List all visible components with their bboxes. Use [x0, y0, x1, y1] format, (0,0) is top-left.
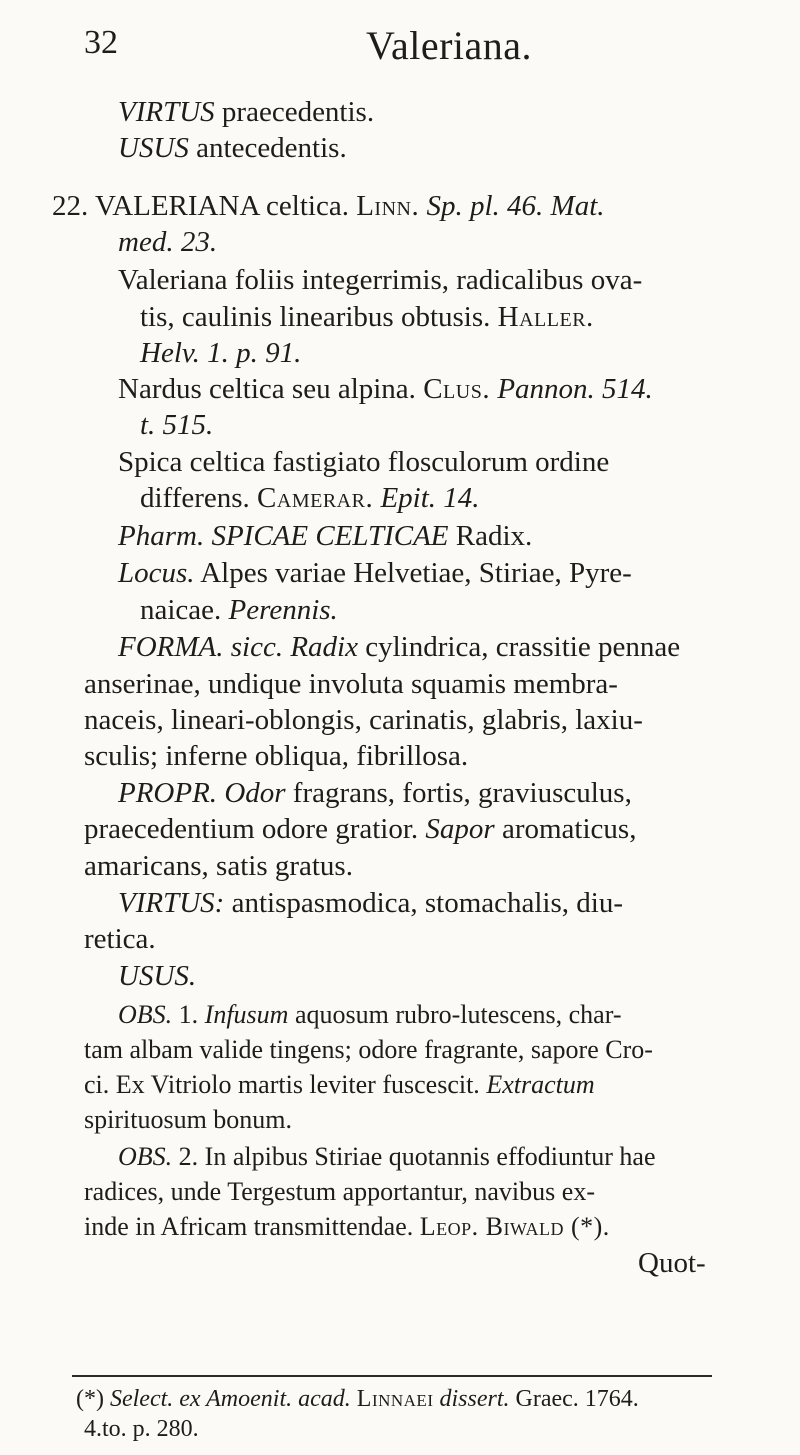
obs1-num: 1.	[178, 1000, 199, 1029]
footnote-author: Linnaei	[356, 1386, 434, 1412]
forma-line-2: anserinae, undique involuta squamis membra-	[84, 668, 618, 700]
forma-label: FORMA. sicc.	[118, 631, 284, 663]
virtus-line-2: retica.	[84, 923, 156, 955]
synonym-3-ref: Epit. 14.	[380, 482, 480, 514]
pharm-label: Pharm.	[118, 520, 205, 552]
entry-number: 22.	[52, 190, 89, 222]
synonym-3a: Spica celtica fastigiato flosculorum ordine	[118, 446, 610, 478]
footnote-marker: (*)	[76, 1386, 104, 1412]
obs2-line-2: radices, unde Tergestum apportantur, navibus ex-	[84, 1177, 595, 1206]
footnote-line-2: 4.to. p. 280.	[84, 1416, 199, 1442]
propr-text-2b: aromaticus,	[501, 813, 637, 845]
usus-label: USUS	[118, 132, 189, 164]
synonym-3-author: Camerar.	[257, 482, 374, 514]
virtus-previous	[118, 95, 374, 129]
forma-text-1: cylindrica, crassitie pennae	[365, 631, 681, 663]
virtus-text: praecedentis.	[221, 96, 375, 128]
page-header	[0, 22, 800, 72]
obs1-line-2: tam albam valide tingens; odore fragrante, sapore Cro-	[84, 1035, 653, 1064]
obs1-line-4: spirituosum bonum.	[84, 1105, 293, 1134]
forma-radix: Radix	[290, 631, 358, 663]
footnote-rule	[72, 1375, 712, 1377]
synonym-2-ref-cont: t. 515.	[140, 409, 214, 441]
obs1-extractum: Extractum	[486, 1070, 595, 1099]
virtus-line-1	[118, 886, 623, 920]
ref1-author: Linn.	[356, 190, 420, 222]
pharm-name: SPICAE CELTICAE	[211, 520, 449, 552]
synonym-1-ref: Helv. 1. p. 91.	[140, 337, 302, 369]
entry-heading-cont: med. 23.	[118, 226, 218, 258]
obs1-text-3: ci. Ex Vitriolo martis leviter fuscescit.	[84, 1070, 480, 1099]
forma-line-1	[118, 630, 680, 664]
synonym-1b	[140, 300, 594, 334]
obs2-line-1	[118, 1140, 655, 1174]
obs1-label: OBS.	[118, 1000, 173, 1029]
ref2-text: Mat.	[550, 190, 605, 222]
forma-line-4: sculis; inferne obliqua, fibrillosa.	[84, 740, 469, 772]
virtus-text-1: antispasmodica, stomachalis, diu-	[231, 887, 623, 919]
propr-line-2	[84, 812, 636, 846]
locus-text: Alpes variae Helvetiae, Stiriae, Pyre-	[200, 557, 632, 589]
footnote-dissert: dissert.	[439, 1386, 510, 1412]
perennis: Perennis.	[228, 594, 338, 626]
obs2-line-3	[84, 1210, 610, 1244]
obs1-text-1: aquosum rubro-lutescens, char-	[294, 1000, 622, 1029]
obs1-line-3	[84, 1068, 595, 1102]
locus-line	[118, 556, 632, 590]
obs2-text-1: In alpibus Stiriae quotannis effodiuntur hae	[204, 1142, 656, 1171]
propr-text-1: fragrans, fortis, graviusculus,	[292, 777, 632, 809]
propr-line-1	[118, 776, 632, 810]
entry-heading	[52, 189, 605, 223]
synonym-2	[118, 372, 653, 406]
virtus-label-2: VIRTUS:	[118, 887, 225, 919]
pharm-text: Radix.	[455, 520, 533, 552]
synonym-2-text: Nardus celtica seu alpina.	[118, 373, 416, 405]
synonym-1a: Valeriana foliis integerrimis, radicalibus ova-	[118, 264, 643, 296]
entry-title: VALERIANA celtica.	[94, 190, 349, 222]
synonym-3b-text: differens.	[140, 482, 250, 514]
obs2-text-3: inde in Africam transmittendae.	[84, 1212, 414, 1241]
footnote-line-1	[76, 1382, 639, 1416]
synonym-1-author: Haller.	[497, 301, 594, 333]
locus-text-2: naicae.	[140, 594, 222, 626]
propr-line-3: amaricans, satis gratus.	[84, 850, 353, 882]
obs2-author: Leop. Biwald (*).	[419, 1212, 610, 1241]
footnote-end: Graec. 1764.	[515, 1386, 639, 1412]
locus-label: Locus.	[118, 557, 195, 589]
synonym-2-ref: Pannon. 514.	[497, 373, 653, 405]
page-number: 32	[84, 24, 118, 61]
obs2-label: OBS.	[118, 1142, 173, 1171]
virtus-label: VIRTUS	[118, 96, 215, 128]
sapor-label: Sapor	[425, 813, 495, 845]
forma-line-3: naceis, lineari-oblongis, carinatis, glabris, laxiu-	[84, 704, 643, 736]
usus-previous	[118, 131, 347, 165]
usus-heading: USUS.	[118, 960, 197, 992]
propr-text-2a: praecedentium odore gratior.	[84, 813, 419, 845]
propr-label: PROPR.	[118, 777, 218, 809]
obs1-line-1	[118, 998, 622, 1032]
pharmacopoeia	[118, 519, 532, 553]
synonym-3b	[140, 481, 480, 515]
footnote-source: Select. ex Amoenit. acad.	[109, 1386, 351, 1412]
synonym-1b-text: tis, caulinis linearibus obtusis.	[140, 301, 491, 333]
usus-text: antecedentis.	[196, 132, 347, 164]
locus-line-2	[140, 593, 338, 627]
synonym-2-author: Clus.	[423, 373, 491, 405]
obs2-num: 2.	[178, 1142, 199, 1171]
catchword: Quot-	[638, 1247, 706, 1279]
running-title: Valeriana.	[366, 23, 533, 68]
ref1-text: Sp. pl. 46.	[426, 190, 544, 222]
obs1-infusum: Infusum	[204, 1000, 289, 1029]
odor-label: Odor	[224, 777, 286, 809]
